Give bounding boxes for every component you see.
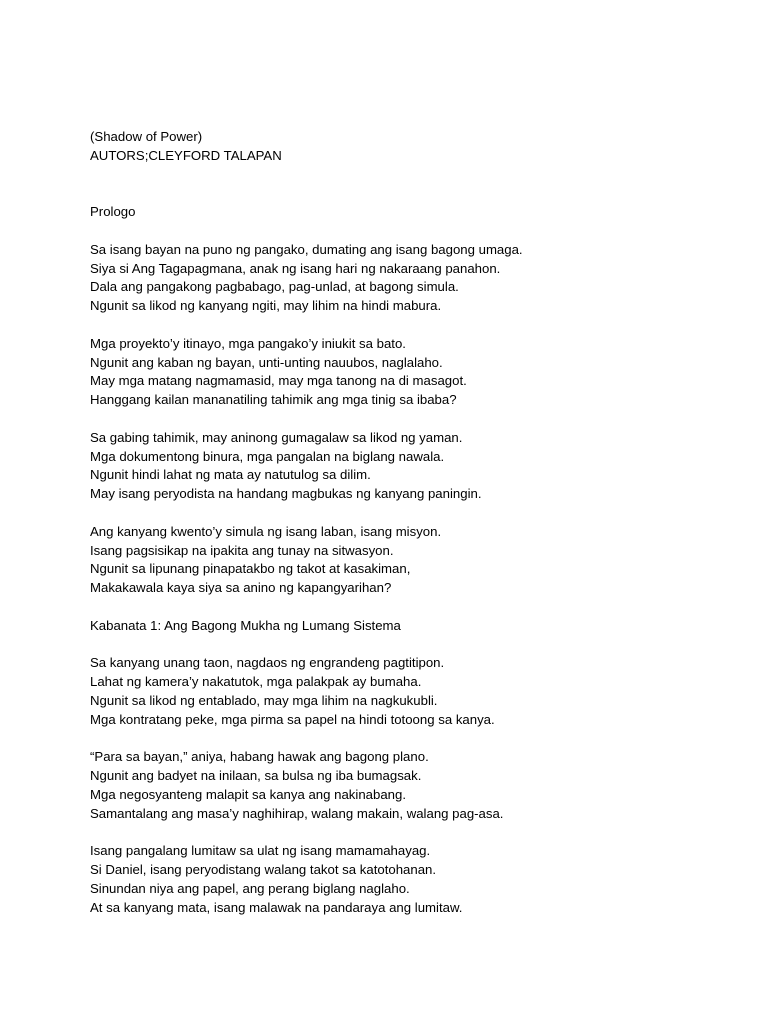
verse-line: Siya si Ang Tagapagmana, anak ng isang hari ng nakaraang panahon. <box>90 260 501 276</box>
chapter-1-stanza-2 <box>90 748 730 823</box>
prologue-stanza-4 <box>90 523 730 598</box>
verse-line: Sa gabing tahimik, may aninong gumagalaw sa likod ng yaman. <box>90 429 463 445</box>
document-title: (Shadow of Power) <box>90 129 203 144</box>
spacer <box>90 316 730 335</box>
verse-line: Ngunit ang badyet na inilaan, sa bulsa ng iba bumagsak. <box>90 768 422 784</box>
verse-line: Si Daniel, isang peryodistang walang takot sa katotohanan. <box>90 862 437 878</box>
verse-line: Mga negosyanteng malapit sa kanya ang nakinabang. <box>90 786 406 802</box>
verse-line: Ngunit sa likod ng entablado, may mga lihim na nagkukubli. <box>90 692 438 708</box>
chapter-1-heading: Kabanata 1: Ang Bagong Mukha ng Lumang Sistema <box>90 617 401 633</box>
spacer <box>90 636 730 655</box>
verse-line: Isang pagsisikap na ipakita ang tunay na sitwasyon. <box>90 542 394 558</box>
spacer <box>90 410 730 429</box>
chapter-1-stanza-3 <box>90 842 730 917</box>
prologue-stanza-2 <box>90 335 730 410</box>
prologue-heading: Prologo <box>90 204 136 220</box>
verse-line: Mga dokumentong binura, mga pangalan na biglang nawala. <box>90 448 445 464</box>
verse-line: Ngunit sa likod ng kanyang ngiti, may lihim na hindi mabura. <box>90 298 442 314</box>
chapter-1-stanza-1 <box>90 654 730 729</box>
verse-line: Mga kontratang peke, mga pirma sa papel na hindi totoong sa kanya. <box>90 711 495 727</box>
document-author: AUTORS;CLEYFORD TALAPAN <box>90 147 282 163</box>
prologue-stanza-3 <box>90 429 730 504</box>
verse-line: “Para sa bayan,” aniya, habang hawak ang bagong plano. <box>90 749 429 765</box>
verse-line: Isang pangalang lumitaw sa ulat ng isang mamamahayag. <box>90 843 431 859</box>
spacer <box>90 504 730 523</box>
verse-line: May mga matang nagmamasid, may mga tanong na di masagot. <box>90 373 467 389</box>
verse-line: Makakawala kaya siya sa anino ng kapangyarihan? <box>90 580 392 596</box>
verse-line: Sinundan niya ang papel, ang perang biglang naglaho. <box>90 880 410 896</box>
spacer <box>90 222 730 241</box>
spacer <box>90 166 730 204</box>
document-page <box>90 128 730 917</box>
verse-line: Sa kanyang unang taon, nagdaos ng engrandeng pagtitipon. <box>90 655 445 671</box>
verse-line: At sa kanyang mata, isang malawak na pandaraya ang lumitaw. <box>90 899 463 915</box>
verse-line: Hanggang kailan mananatiling tahimik ang mga tinig sa ibaba? <box>90 392 457 408</box>
verse-line: Ngunit ang kaban ng bayan, unti-unting nauubos, naglalaho. <box>90 354 443 370</box>
spacer <box>90 730 730 749</box>
verse-line: Lahat ng kamera’y nakatutok, mga palakpak ay bumaha. <box>90 674 422 690</box>
verse-line: Sa isang bayan na puno ng pangako, dumating ang isang bagong umaga. <box>90 241 523 257</box>
spacer <box>90 598 730 617</box>
verse-line: Ngunit hindi lahat ng mata ay natutulog sa dilim. <box>90 467 371 483</box>
verse-line: Mga proyekto’y itinayo, mga pangako’y iniukit sa bato. <box>90 335 406 351</box>
spacer <box>90 823 730 842</box>
prologue-stanza-1 <box>90 241 730 316</box>
verse-line: Dala ang pangakong pagbabago, pag-unlad, at bagong simula. <box>90 279 459 295</box>
verse-line: May isang peryodista na handang magbukas ng kanyang paningin. <box>90 486 482 502</box>
verse-line: Ang kanyang kwento’y simula ng isang laban, isang misyon. <box>90 523 442 539</box>
verse-line: Samantalang ang masa’y naghihirap, walang makain, walang pag-asa. <box>90 805 504 821</box>
verse-line: Ngunit sa lipunang pinapatakbo ng takot at kasakiman, <box>90 561 411 577</box>
